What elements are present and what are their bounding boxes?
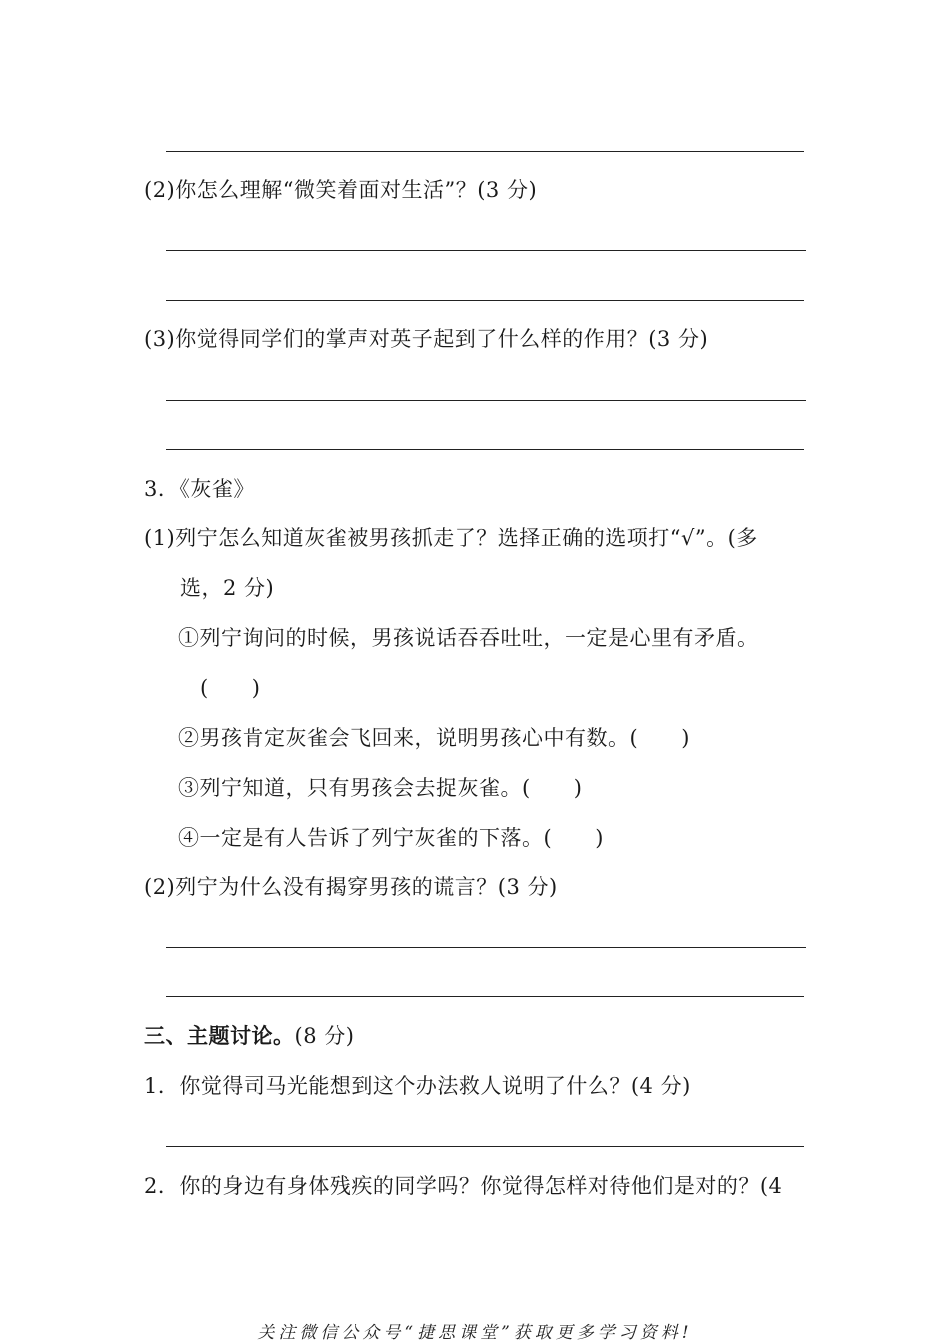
question-3-1-cont: 选，2 分) [180, 576, 275, 600]
option-2[interactable]: ②男孩肯定灰雀会飞回来，说明男孩心中有数。( ) [178, 726, 690, 750]
option-1-answer-bracket[interactable]: ( ) [200, 676, 261, 700]
answer-line[interactable] [166, 449, 804, 450]
answer-line[interactable] [166, 400, 806, 401]
question-3-1: (1)列宁怎么知道灰雀被男孩抓走了？选择正确的选项打“√”。(多 [144, 526, 758, 550]
question-3-2: (2)列宁为什么没有揭穿男孩的谎言？(3 分) [144, 875, 558, 899]
section-3-title: 三、主题讨论。 [144, 1024, 295, 1048]
footer-note: 关注微信公众号“捷思课堂”获取更多学习资料! [257, 1323, 693, 1343]
section-3-question-2: 2．你的身边有身体残疾的同学吗？你觉得怎样对待他们是对的？(4 [144, 1174, 783, 1198]
option-4[interactable]: ④一定是有人告诉了列宁灰雀的下落。( ) [178, 826, 604, 850]
section-3-score: (8 分) [294, 1024, 355, 1048]
answer-line[interactable] [166, 250, 806, 251]
question-2-3: (3)你觉得同学们的掌声对英子起到了什么样的作用？(3 分) [144, 327, 709, 351]
option-3[interactable]: ③列宁知道，只有男孩会去捉灰雀。( ) [178, 776, 583, 800]
section-3-heading [144, 1022, 354, 1050]
question-3-title: 3．《灰雀》 [144, 477, 255, 501]
answer-line[interactable] [166, 947, 806, 948]
answer-line[interactable] [166, 996, 804, 997]
answer-line[interactable] [166, 1146, 804, 1147]
answer-line[interactable] [166, 151, 804, 152]
question-2-2: (2)你怎么理解“微笑着面对生活”？(3 分) [144, 178, 538, 202]
section-3-question-1: 1．你觉得司马光能想到这个办法救人说明了什么？(4 分) [144, 1074, 691, 1098]
option-1: ①列宁询问的时候，男孩说话吞吞吐吐，一定是心里有矛盾。 [178, 626, 759, 650]
answer-line[interactable] [166, 300, 804, 301]
